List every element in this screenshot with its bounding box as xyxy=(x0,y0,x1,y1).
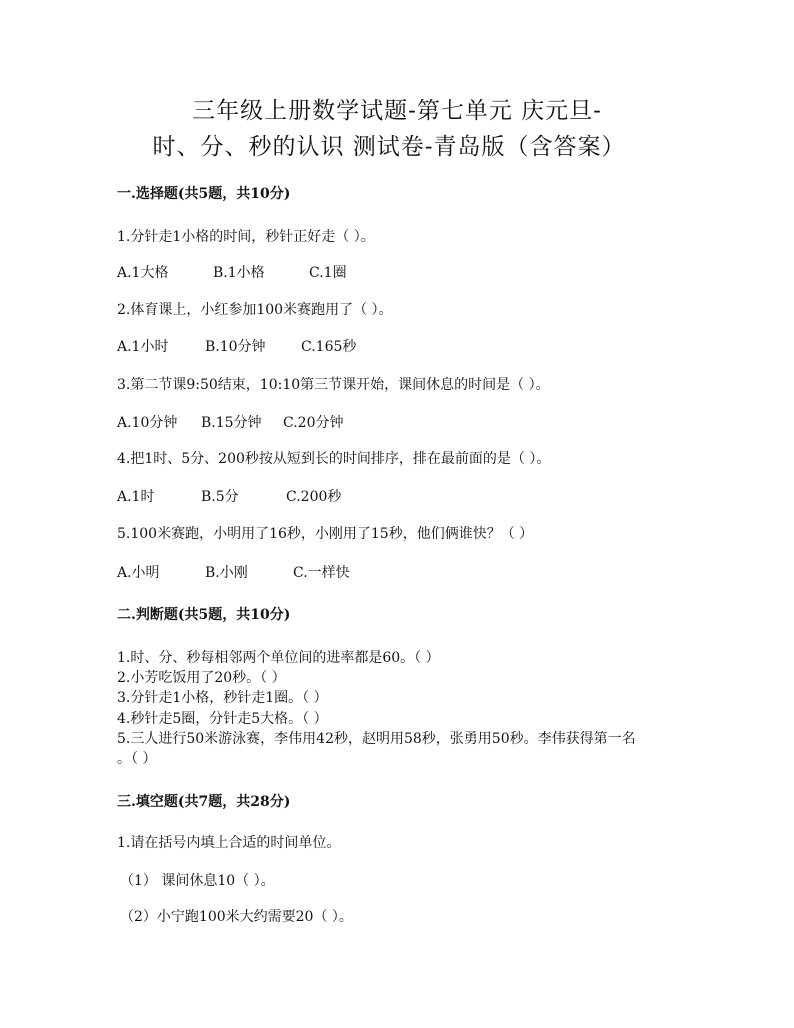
question-options xyxy=(117,562,350,582)
section-heading-fill: 三.填空题(共7题，共28分) xyxy=(117,794,291,810)
option-a: A.1大格 xyxy=(117,265,169,281)
section-heading-choice: 一.选择题(共5题，共10分) xyxy=(117,186,291,202)
judge-item-continuation: 。（ ） xyxy=(117,751,157,767)
fill-item: （1） 课间休息10（ ）。 xyxy=(120,873,275,889)
option-b: B.15分钟 xyxy=(201,415,262,431)
section-heading-judge: 二.判断题(共5题，共10分) xyxy=(117,607,291,623)
title-line-1: 三年级上册数学试题-第七单元 庆元旦- xyxy=(192,98,602,124)
option-b: B.1小格 xyxy=(213,265,265,281)
option-a: A.10分钟 xyxy=(117,415,178,431)
judge-item: 1.时、分、秒每相邻两个单位间的进率都是60。（ ） xyxy=(117,650,440,666)
option-c: C.一样快 xyxy=(293,565,350,581)
option-b: B.小刚 xyxy=(205,565,248,581)
option-c: C.1圈 xyxy=(309,265,347,281)
option-a: A.小明 xyxy=(117,565,160,581)
question-options xyxy=(117,412,343,432)
judge-item: 4.秒针走5圈，分针走5大格。（ ） xyxy=(117,711,328,727)
option-a: A.1时 xyxy=(117,489,155,505)
question-text: 5.100米赛跑，小明用了16秒，小刚用了15秒，他们俩谁快？（ ） xyxy=(117,526,534,542)
option-b: B.5分 xyxy=(201,489,239,505)
question-text: 3.第二节课9:50结束，10:10第三节课开始，课间休息的时间是（ ）。 xyxy=(117,377,550,393)
option-b: B.10分钟 xyxy=(205,339,266,355)
title-line-2: 时、分、秒的认识 测试卷-青岛版（含答案） xyxy=(152,134,626,160)
option-c: C.200秒 xyxy=(286,489,342,505)
fill-question-intro: 1.请在括号内填上合适的时间单位。 xyxy=(117,835,341,851)
judge-item: 3.分针走1小格，秒针走1圈。（ ） xyxy=(117,690,328,706)
option-c: C.165秒 xyxy=(301,339,357,355)
question-text: 1.分针走1小格的时间，秒针正好走（ ）。 xyxy=(117,229,375,245)
question-options xyxy=(117,486,341,506)
fill-item: （2）小宁跑100米大约需要20（ ）。 xyxy=(120,909,353,925)
option-c: C.20分钟 xyxy=(283,415,344,431)
question-text: 2.体育课上，小红参加100米赛跑用了（ ）。 xyxy=(117,302,393,318)
question-options xyxy=(117,336,356,356)
judge-item: 5.三人进行50米游泳赛，李伟用42秒，赵明用58秒，张勇用50秒。李伟获得第一名 xyxy=(117,731,636,747)
judge-item: 2.小芳吃饭用了20秒。（ ） xyxy=(117,670,286,686)
question-text: 4.把1时、5分、200秒按从短到长的时间排序，排在最前面的是（ ）。 xyxy=(117,451,551,467)
question-options xyxy=(117,262,347,282)
option-a: A.1小时 xyxy=(117,339,169,355)
